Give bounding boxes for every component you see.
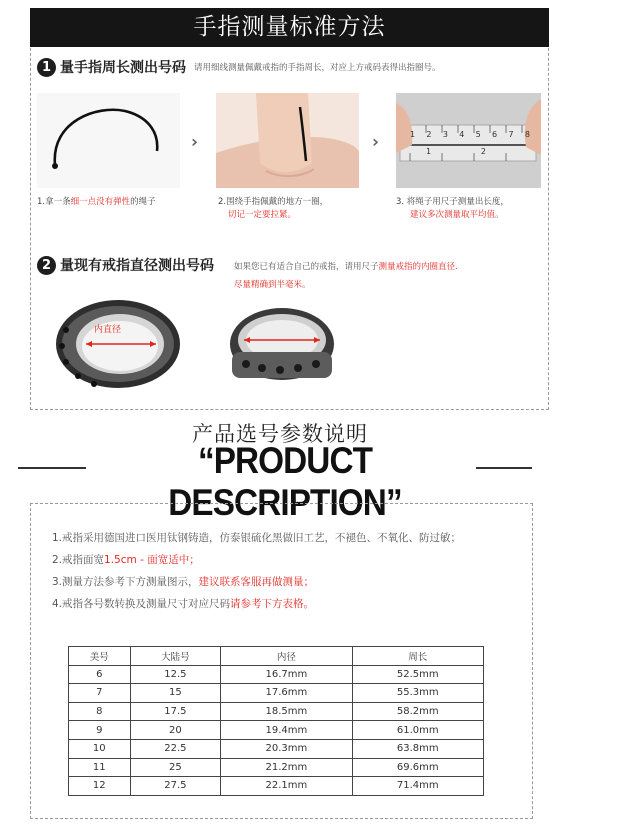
ruler-number: 4 <box>459 130 465 139</box>
inner-diameter-label: 内直径 <box>94 325 122 335</box>
ring-front-illustration <box>224 300 338 396</box>
description-text: 2.戒指面宽 <box>52 554 105 566</box>
description-text: 1.戒指采用德国进口医用钛钢铸造，仿泰银硫化黑做旧工艺，不褪色、不氧化、防过敏； <box>52 532 462 544</box>
caption-text: 拿一条 <box>45 197 71 207</box>
description-highlight: 1.5cm - 面宽适中； <box>104 554 200 566</box>
page-title: 手指测量标准方法 <box>30 8 549 47</box>
column-header-inner-diameter: 内径 <box>221 647 352 666</box>
table-cell: 17.5 <box>130 702 221 721</box>
ruler-number: 1 <box>426 147 432 156</box>
step1-title: 量手指周长测出号码 <box>60 60 186 76</box>
ring-size-table <box>68 646 484 796</box>
ruler-number: 5 <box>475 130 481 139</box>
step2-heading <box>37 255 214 275</box>
table-cell: 9 <box>69 721 131 740</box>
caption-step-3 <box>396 196 509 222</box>
heading-divider-left <box>18 467 86 469</box>
ruler-small-number-row <box>426 147 486 156</box>
step2-number-badge: 2 <box>37 256 56 275</box>
table-cell: 27.5 <box>130 777 221 796</box>
ring-side-photo <box>38 290 188 398</box>
table-cell: 21.2mm <box>221 758 352 777</box>
caption-step-1 <box>37 196 156 209</box>
table-cell: 17.6mm <box>221 684 352 703</box>
table-row <box>69 777 484 796</box>
table-row <box>69 665 484 684</box>
heading-divider-right <box>476 467 532 469</box>
product-heading-cn: 产品选号参数说明 <box>192 422 368 446</box>
table-cell: 12 <box>69 777 131 796</box>
step2-title: 量现有戒指直径测出号码 <box>60 258 214 274</box>
ruler-number: 2 <box>426 130 432 139</box>
ruler-number: 7 <box>508 130 514 139</box>
table-cell: 16.7mm <box>221 665 352 684</box>
product-heading-en: “PRODUCT DESCRIPTION” <box>168 440 402 523</box>
ruler-number: 2 <box>480 147 486 156</box>
caption-step-2 <box>218 196 328 222</box>
arrow-right-icon: ››› <box>372 132 374 151</box>
table-row <box>69 758 484 777</box>
description-line-3 <box>52 574 314 589</box>
caption-text: 3. 将绳子用尺子测量出长度， <box>396 197 509 207</box>
ring-front-photo <box>224 300 338 396</box>
step2-note-highlight: 尽量精确到半毫米。 <box>234 280 311 290</box>
arrow-right-icon: ››› <box>191 132 193 151</box>
table-cell: 19.4mm <box>221 721 352 740</box>
table-cell: 63.8mm <box>352 739 483 758</box>
description-highlight: 请参考下方表格。 <box>230 598 315 610</box>
table-row <box>69 702 484 721</box>
column-header-us-size: 美号 <box>69 647 131 666</box>
table-cell: 25 <box>130 758 221 777</box>
column-header-cn-size: 大陆号 <box>130 647 221 666</box>
step1-note: 请用细线测量佩戴戒指的手指周长，对应上方戒码表得出指圈号。 <box>194 63 441 73</box>
table-cell: 71.4mm <box>352 777 483 796</box>
table-cell: 11 <box>69 758 131 777</box>
table-cell: 58.2mm <box>352 702 483 721</box>
ruler-photo <box>396 93 541 188</box>
description-line-4 <box>52 596 314 611</box>
ruler-illustration <box>396 93 541 188</box>
table-header-row <box>69 647 484 666</box>
ruler-number-row <box>410 130 530 139</box>
table-cell: 20 <box>130 721 221 740</box>
string-photo <box>37 93 180 188</box>
ring-illustration <box>38 290 188 398</box>
description-line-2 <box>52 552 200 567</box>
table-row <box>69 684 484 703</box>
string-illustration <box>37 93 180 188</box>
description-highlight: 建议联系客服再做测量； <box>198 576 315 588</box>
caption-text: 的绳子 <box>130 197 156 207</box>
ruler-number: 3 <box>442 130 448 139</box>
caption-text: 2.围绕手指佩戴的地方一圈， <box>218 197 329 207</box>
caption-highlight: 细一点没有弹性 <box>70 197 131 207</box>
description-line-1 <box>52 530 461 545</box>
table-cell: 8 <box>69 702 131 721</box>
table-row <box>69 721 484 740</box>
column-header-circumference: 周长 <box>352 647 483 666</box>
step2-note-highlight: 测量戒指的内圈直径. <box>378 262 458 272</box>
table-cell: 18.5mm <box>221 702 352 721</box>
table-cell: 12.5 <box>130 665 221 684</box>
table-cell: 69.6mm <box>352 758 483 777</box>
table-cell: 10 <box>69 739 131 758</box>
caption-number: 1. <box>37 197 46 207</box>
description-text: 3.测量方法参考下方测量图示， <box>52 576 199 588</box>
caption-highlight: 建议多次测量取平均值。 <box>410 210 504 220</box>
description-text: 4.戒指各号数转换及测量尺寸对应尺码 <box>52 598 231 610</box>
caption-highlight: 切记一定要拉紧。 <box>228 210 297 220</box>
table-cell: 22.1mm <box>221 777 352 796</box>
table-cell: 15 <box>130 684 221 703</box>
table-cell: 6 <box>69 665 131 684</box>
finger-photo <box>216 93 359 188</box>
table-cell: 7 <box>69 684 131 703</box>
table-cell: 61.0mm <box>352 721 483 740</box>
ruler-number: 6 <box>492 130 498 139</box>
table-cell: 20.3mm <box>221 739 352 758</box>
ruler-number: 8 <box>524 130 530 139</box>
finger-illustration <box>216 93 359 188</box>
step1-number-badge: 1 <box>37 58 56 77</box>
table-cell: 55.3mm <box>352 684 483 703</box>
step2-note <box>234 258 458 294</box>
table-cell: 22.5 <box>130 739 221 758</box>
step1-heading <box>37 57 441 77</box>
step2-note-text: 如果您已有适合自己的戒指，请用尺子 <box>234 262 379 272</box>
table-cell: 52.5mm <box>352 665 483 684</box>
table-row <box>69 739 484 758</box>
ruler-number: 1 <box>410 130 416 139</box>
